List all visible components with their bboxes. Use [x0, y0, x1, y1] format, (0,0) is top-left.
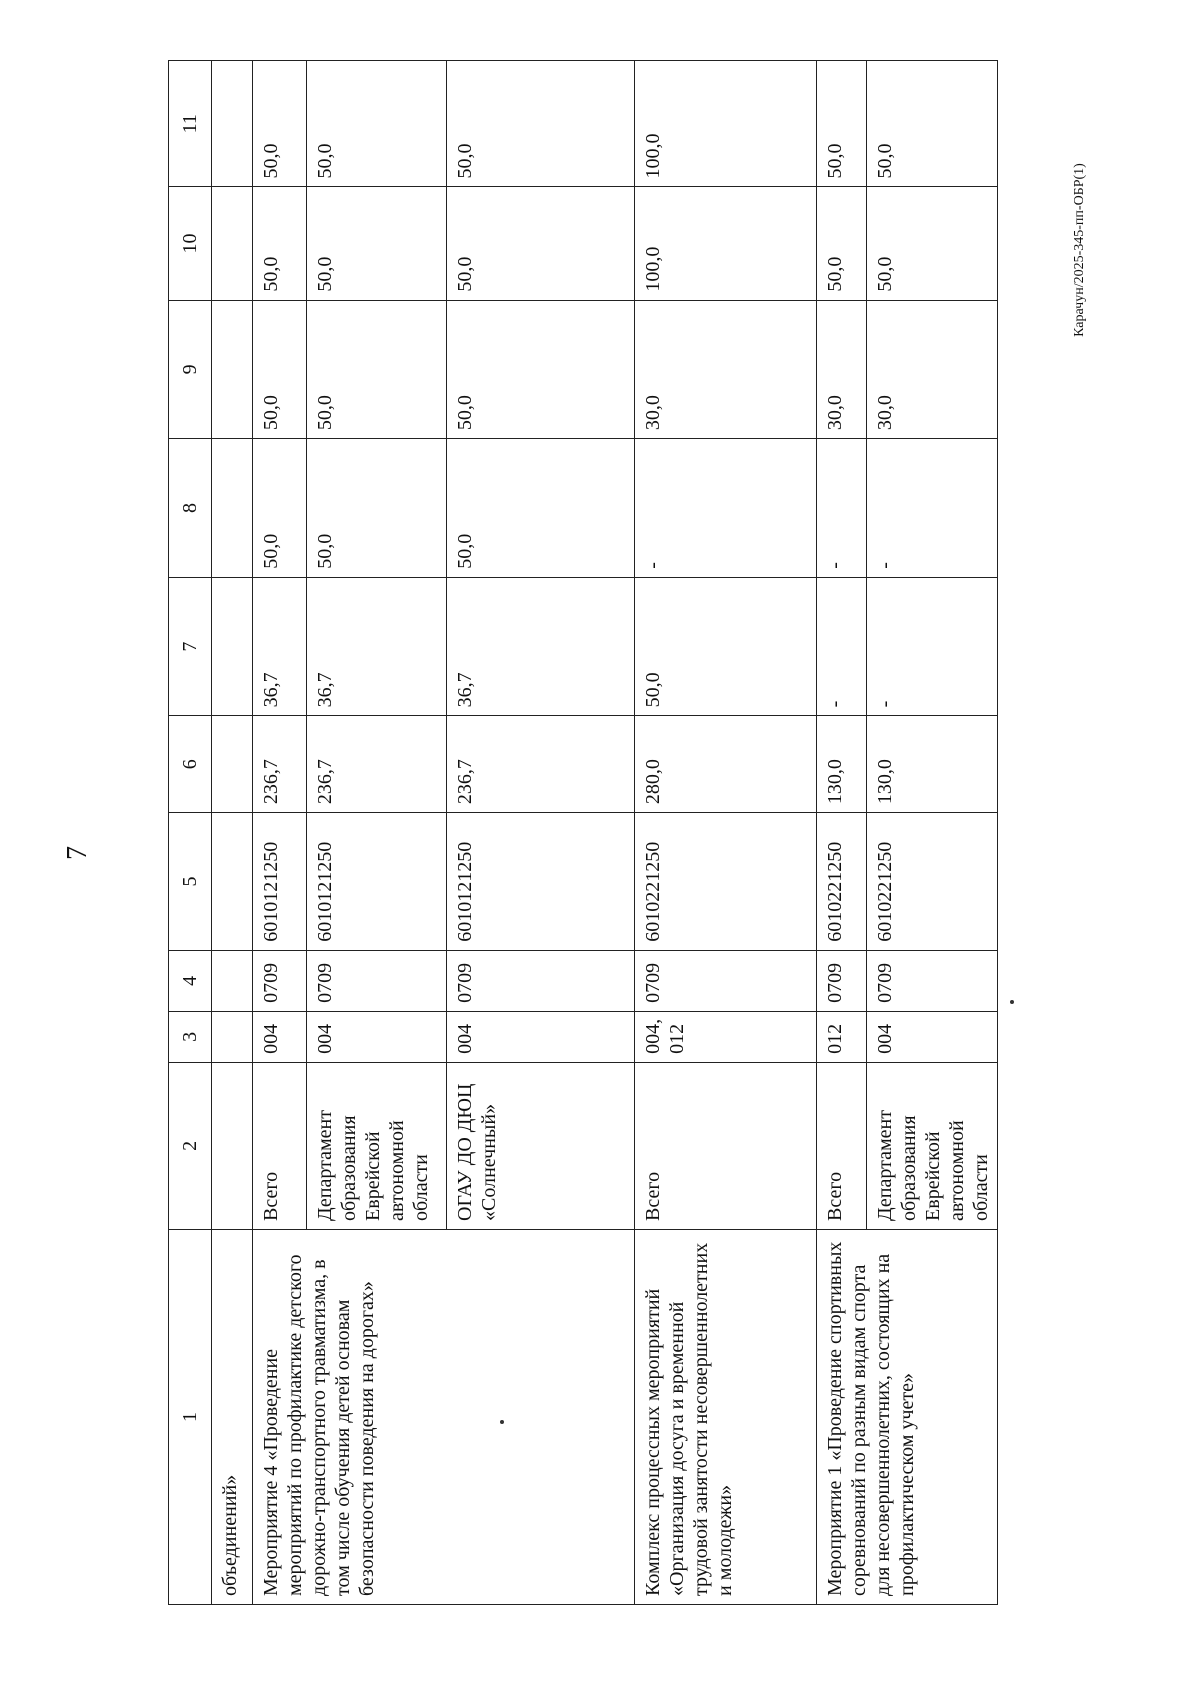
- table-cell: 0709: [817, 950, 867, 1011]
- budget-table-sheet: [168, 60, 1200, 1605]
- table-cell: 100,0: [635, 61, 817, 187]
- table-cell: 130,0: [817, 716, 867, 813]
- table-cell: 50,0: [253, 300, 307, 439]
- column-header: 7: [169, 577, 212, 716]
- table-cell: 130,0: [867, 716, 998, 813]
- table-cell: -: [867, 577, 998, 716]
- column-header: 5: [169, 813, 212, 951]
- page-number: 7: [62, 846, 93, 860]
- column-header: 4: [169, 950, 212, 1011]
- column-header: 10: [169, 187, 212, 300]
- column-header: 1: [169, 1229, 212, 1604]
- table-cell: 004, 012: [635, 1011, 817, 1062]
- executor-cell: Департамент образования Еврейской автономной области: [867, 1062, 998, 1229]
- table-cell: 50,0: [307, 439, 447, 578]
- table-cell: 50,0: [253, 61, 307, 187]
- table-cell: 0709: [447, 950, 635, 1011]
- table-cell: 50,0: [635, 577, 817, 716]
- table-cell: 36,7: [447, 577, 635, 716]
- table-cell: 6010221250: [817, 813, 867, 951]
- scan-speck: [1010, 1000, 1014, 1004]
- budget-table: [168, 60, 998, 1605]
- table-cell: -: [817, 439, 867, 578]
- table-cell: 50,0: [867, 61, 998, 187]
- activity-name-cell: Мероприятие 1 «Проведение спортивных соревнований по разным видам спорта для несовершеннолетних, состоящих на профилактическом учете»: [817, 1229, 998, 1604]
- table-cell: 50,0: [867, 187, 998, 300]
- column-header: 6: [169, 716, 212, 813]
- column-header: 8: [169, 439, 212, 578]
- table-cell: 50,0: [307, 187, 447, 300]
- executor-cell: Департамент образования Еврейской автономной области: [307, 1062, 447, 1229]
- executor-cell: Всего: [817, 1062, 867, 1229]
- table-cell: -: [635, 439, 817, 578]
- document-code: Карачун/2025-345-пп-ОБР(1): [1072, 163, 1087, 337]
- scan-speck: [500, 1420, 504, 1424]
- table-cell: 50,0: [817, 187, 867, 300]
- table-cell: 236,7: [307, 716, 447, 813]
- table-cell: 6010221250: [635, 813, 817, 951]
- table-cell: 012: [817, 1011, 867, 1062]
- table-cell: 50,0: [447, 61, 635, 187]
- table-cell: 6010121250: [307, 813, 447, 951]
- executor-cell: Всего: [253, 1062, 307, 1229]
- table-cell: 30,0: [817, 300, 867, 439]
- column-header: 2: [169, 1062, 212, 1229]
- table-cell: -: [867, 439, 998, 578]
- table-cell: 6010121250: [253, 813, 307, 951]
- table-cell: 50,0: [447, 187, 635, 300]
- table-cell: 0709: [867, 950, 998, 1011]
- table-cell: 0709: [635, 950, 817, 1011]
- table-cell: 100,0: [635, 187, 817, 300]
- table-row: [253, 61, 307, 1605]
- table-cell: 6010121250: [447, 813, 635, 951]
- table-cell: 36,7: [307, 577, 447, 716]
- table-cell: 004: [447, 1011, 635, 1062]
- table-cell: -: [817, 577, 867, 716]
- table-cell: 50,0: [307, 61, 447, 187]
- table-cell: 50,0: [447, 439, 635, 578]
- table-cell: 280,0: [635, 716, 817, 813]
- activity-name-cell: Комплекс процессных мероприятий «Организация досуга и временной трудовой занятости несовершеннолетних и молодежи»: [635, 1229, 817, 1604]
- table-row: [817, 61, 867, 1605]
- table-row: [635, 61, 817, 1605]
- table-cell: 0709: [253, 950, 307, 1011]
- column-header: 3: [169, 1011, 212, 1062]
- activity-name-cell: Мероприятие 4 «Проведение мероприятий по профилактике детского дорожно-транспортного травматизма, в том числе обучения детей основам безопасности поведения на дорогах»: [253, 1229, 635, 1604]
- table-cell: 236,7: [447, 716, 635, 813]
- table-cell: 30,0: [635, 300, 817, 439]
- table-cell: 004: [867, 1011, 998, 1062]
- table-cell: 36,7: [253, 577, 307, 716]
- table-cell: 50,0: [817, 61, 867, 187]
- executor-cell: ОГАУ ДО ДЮЦ «Солнечный»: [447, 1062, 635, 1229]
- column-header: 9: [169, 300, 212, 439]
- column-number-row: [169, 61, 212, 1605]
- column-header: 11: [169, 61, 212, 187]
- table-cell: 50,0: [253, 439, 307, 578]
- table-cell: 50,0: [307, 300, 447, 439]
- table-cell: 004: [307, 1011, 447, 1062]
- table-cell: 004: [253, 1011, 307, 1062]
- table-cell: 50,0: [447, 300, 635, 439]
- executor-cell: Всего: [635, 1062, 817, 1229]
- table-cell: 6010221250: [867, 813, 998, 951]
- table-cell: 50,0: [253, 187, 307, 300]
- table-cell: 236,7: [253, 716, 307, 813]
- table-cell: 30,0: [867, 300, 998, 439]
- table-cell: 0709: [307, 950, 447, 1011]
- continuation-row: [212, 61, 253, 1605]
- continuation-text: объединений»: [212, 1229, 253, 1604]
